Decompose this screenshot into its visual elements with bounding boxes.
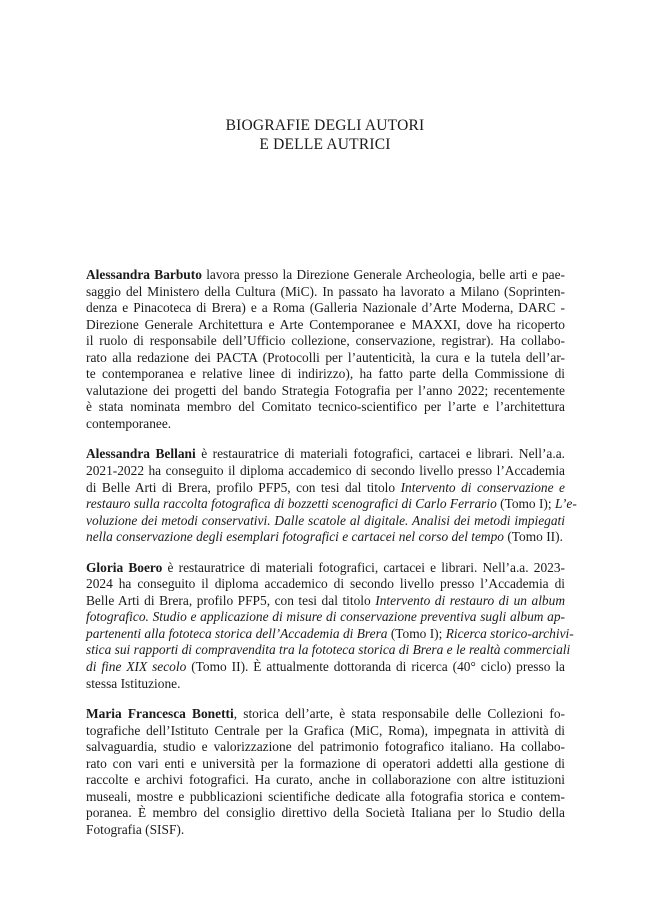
bio-line [86, 822, 565, 839]
bio-line [86, 560, 565, 577]
bio-text: museali, mostre e pubblicazioni scientifiche dedicate alla fotografia storica e contem- [86, 788, 565, 804]
bio-line [86, 756, 565, 773]
bio-text: salvaguardia, studio e valorizzazione del patrimonio fotografico italiano. Ha collabo- [86, 739, 565, 755]
biography-list [86, 267, 577, 853]
bio-text: denza e Pinacoteca di Brera) e a Roma (Galleria Nazionale d’Arte Moderna, DARC - [86, 300, 565, 316]
bio-text: , storica dell’arte, è stata responsabile delle Collezioni fo- [233, 706, 565, 722]
thesis-title-text: nella conservazione degli esemplari fotografici e cartacei nel corso del tempo [86, 529, 504, 545]
bio-line [86, 789, 565, 806]
bio-text: rato alla redazione dei PACTA (Protocolli per l’autenticità, la cura e la tutela dell’ar- [86, 349, 565, 365]
bio-line [86, 350, 565, 367]
bio-line [86, 772, 565, 789]
bio-line [86, 399, 565, 416]
thesis-title-text: restauro sulla raccolta fotografica di bozzetti scenografici di Carlo Ferrario [86, 496, 497, 512]
bio-text: te contemporanea e relative linee di indirizzo), ha fatto parte della Commissione di [86, 366, 565, 382]
bio-text: di Belle Arti di Brera, profilo PFP5, con tesi dal titolo [86, 479, 401, 495]
bio-line [86, 383, 565, 400]
bio-line [86, 659, 565, 676]
bio-line [86, 642, 571, 659]
thesis-title-text: partenenti alla fototeca storica dell’Accademia di Brera [86, 625, 388, 641]
bio-text: è stata nominata membro del Comitato tecnico-scientifico per l’arte e l’architettura [86, 399, 565, 415]
bio-text: 2021-2022 ha conseguito il diploma accademico di secondo livello presso l’Accademia [86, 463, 565, 479]
bio-text: il ruolo di responsabile dell’Ufficio collezione, conservazione, registrar). Ha collabo- [86, 333, 565, 349]
bio-line [86, 463, 565, 480]
bio-text: rato con vari enti e università per la formazione di operatori addetti alla gestione di [86, 755, 565, 771]
bio-text: (Tomo I); [387, 625, 446, 641]
author-name: Maria Francesca Bonetti [86, 706, 234, 722]
thesis-title-text: Intervento di restauro di un album [375, 592, 565, 608]
bio-text: Belle Arti di Brera, profilo PFP5, con tesi dal titolo [86, 592, 376, 608]
page-title-line-1: BIOGRAFIE DEGLI AUTORI [225, 117, 425, 134]
bio-text: tografiche dell’Istituto Centrale per la Grafica (MiC, Roma), impegnata in attività di [86, 722, 565, 738]
bio-line [86, 723, 565, 740]
author-name: Gloria Boero [86, 559, 163, 575]
bio-line [86, 706, 565, 723]
bio-line [86, 676, 565, 693]
bio-line [86, 496, 577, 513]
bio-line [86, 300, 565, 317]
bio-line [86, 576, 565, 593]
biography-alessandra-bellani [86, 446, 577, 545]
bio-text: stessa Istituzione. [86, 675, 181, 691]
thesis-title-text: voluzione dei metodi conservativi. Dalle scatole al digitale. Analisi dei metodi impiegati [86, 512, 565, 528]
bio-line [86, 267, 565, 284]
thesis-title-text: fotografico. Studio e applicazione di misure di conservazione preventiva sugli album ap- [86, 609, 565, 625]
bio-text: contemporanee. [86, 415, 172, 431]
bio-line [86, 366, 565, 383]
bio-text: Direzione Generale Architettura e Arte Contemporanee e MAXXI, dove ha ricoperto [86, 316, 565, 332]
bio-text: è restauratrice di materiali fotografici, cartacei e librari. Nell’a.a. [195, 446, 565, 462]
bio-text: poranea. È membro del consiglio direttivo della Società Italiana per lo Studio della [86, 805, 565, 821]
biography-alessandra-barbuto [86, 267, 565, 432]
bio-line [86, 317, 565, 334]
bio-text: è restauratrice di materiali fotografici, cartacei e librari. Nell’a.a. 2023- [162, 559, 566, 575]
bio-line [86, 609, 565, 626]
bio-text: saggio del Ministero della Cultura (MiC). In passato ha lavorato a Milano (Soprinten- [86, 283, 565, 299]
page-title [0, 116, 650, 154]
bio-line [86, 513, 565, 530]
bio-text: Fotografia (SISF). [86, 821, 185, 837]
bio-text: valutazione dei progetti del bando Strategia Fotografia per l’anno 2022; recentemente [86, 382, 565, 398]
thesis-title-text: L’e- [554, 496, 577, 512]
bio-line [86, 739, 565, 756]
biography-gloria-boero [86, 559, 574, 692]
thesis-title-text: di fine XIX secolo [86, 659, 187, 675]
biography-maria-francesca-bonetti [86, 706, 565, 838]
bio-line [86, 625, 574, 643]
bio-text: (Tomo I); [496, 496, 555, 512]
bio-line [86, 446, 565, 463]
bio-text: raccolte e archivi fotografici. Ha curato, anche in collaborazione con altre istituzioni [86, 772, 565, 788]
bio-text: lavora presso la Direzione Generale Archeologia, belle arti e pae- [201, 267, 565, 282]
thesis-title-text: stica sui rapporti di compravendita tra la fototeca storica di Brera e le realtà commerciali [86, 642, 571, 658]
bio-text: 2024 ha conseguito il diploma accademico di secondo livello presso l’Accademia di [86, 576, 565, 592]
bio-text: (Tomo II). È attualmente dottoranda di ricerca (40° ciclo) presso la [186, 659, 565, 675]
bio-line [86, 805, 565, 822]
bio-line [86, 333, 565, 350]
bio-line [86, 529, 565, 546]
author-name: Alessandra Barbuto [86, 267, 202, 282]
thesis-title-text: Intervento di conservazione e [400, 479, 565, 495]
bio-line [86, 416, 565, 433]
author-name: Alessandra Bellani [86, 446, 196, 462]
bio-line [86, 480, 565, 497]
bio-text: (Tomo II). [504, 529, 563, 545]
thesis-title-text: Ricerca storico-archivi- [445, 625, 574, 641]
bio-line [86, 593, 565, 610]
bio-line [86, 284, 565, 301]
page-title-line-2: E DELLE AUTRICI [259, 136, 391, 153]
